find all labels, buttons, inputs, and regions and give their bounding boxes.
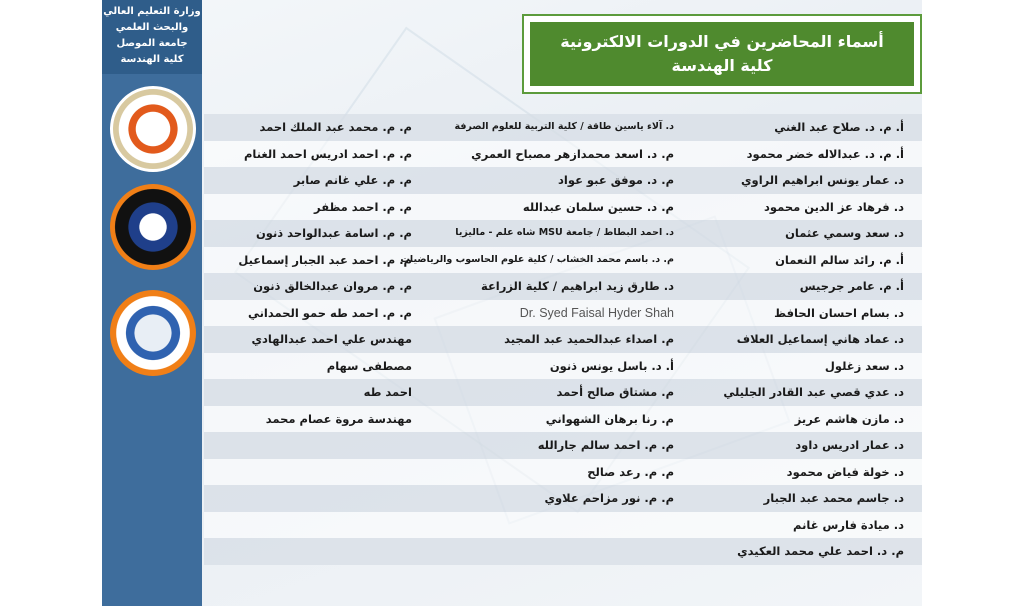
lecturer-name-right: د. عمار يونس ابراهيم الراوي xyxy=(741,173,904,187)
lecturer-name-mid xyxy=(434,512,674,539)
lecturer-name-mid: م. د. حسين سلمان عبدالله xyxy=(522,199,674,214)
lecturer-name-left: مصطفى سهام xyxy=(326,358,412,373)
lecturer-name-right: م. د. احمد علي محمد العكيدي xyxy=(737,544,904,558)
lecturer-name-right: د. ميادة فارس غانم xyxy=(793,517,904,532)
lecturer-name-right: د. عماد هاني إسماعيل العلاف xyxy=(736,332,904,346)
table-row xyxy=(204,247,922,274)
lecturer-name-right: أ. م. د. صلاح عبد الغني xyxy=(774,120,904,134)
lecturer-name-left: م. م. علي غانم صابر xyxy=(293,173,412,187)
table-row xyxy=(204,512,922,539)
lecturer-name-right: د. سعد زغلول xyxy=(824,358,904,373)
lecturer-name-mid: د. احمد البطاط / جامعة MSU شاه علم - ماليزيا xyxy=(455,227,674,238)
title-banner xyxy=(530,22,914,86)
lecturer-name-mid: Dr. Syed Faisal Hyder Shah xyxy=(519,305,674,320)
lecturer-name-mid: م. م. نور مزاحم علاوي xyxy=(544,491,674,505)
ministry-line: كلية الهندسة xyxy=(120,54,184,65)
page-subtitle: كلية الهندسة xyxy=(671,56,773,75)
lecturer-name-mid: م. مشتاق صالح أحمد xyxy=(556,385,674,399)
lecturer-name-left xyxy=(216,512,412,539)
lecturer-name-right: أ. م. د. عبدالاله خضر محمود xyxy=(746,146,904,161)
lecturer-name-left: م. م. احمد طه حمو الحمداني xyxy=(247,305,412,320)
sidebar xyxy=(102,0,202,606)
table-row xyxy=(204,114,922,141)
table-row xyxy=(204,194,922,221)
lecturer-name-right: أ. م. عامر جرجيس xyxy=(799,279,904,293)
ministry-label xyxy=(102,0,202,74)
table-row xyxy=(204,167,922,194)
lecturer-name-left: مهندس علي احمد عبدالهادي xyxy=(251,332,412,346)
ministry-line: وزارة التعليم العالي xyxy=(103,6,201,17)
table-row xyxy=(204,220,922,247)
lecturer-name-left xyxy=(216,432,412,459)
lecturer-name-right: د. بسام احسان الحافظ xyxy=(774,305,904,320)
college-logo-icon xyxy=(110,184,196,270)
lecturer-name-right: د. عدي قصي عبد القادر الجليلي xyxy=(723,385,904,399)
lecturer-name-right: أ. م. رائد سالم النعمان xyxy=(775,252,904,267)
lecturer-name-left: م. م. محمد عبد الملك احمد xyxy=(259,120,412,134)
lecturer-name-mid: م. م. رعد صالح xyxy=(587,464,674,479)
lecturer-name-right: د. سعد وسمي عثمان xyxy=(785,226,904,240)
lecturer-name-mid: م. اصداء عبدالحميد عبد المجيد xyxy=(504,332,674,346)
lecturer-name-left: م. م. احمد ادريس احمد الغنام xyxy=(243,146,412,161)
lecturer-name-left xyxy=(216,485,412,512)
lecturer-name-mid: م. د. باسم محمد الخشاب / كلية علوم الحاسوب والرياضيات xyxy=(400,253,674,265)
lecturer-name-left: احمد طه xyxy=(363,385,412,399)
lecturer-name-left xyxy=(216,459,412,486)
lecturer-name-mid: د. طارق زيد ابراهيم / كلية الزراعة xyxy=(480,279,674,293)
lecturer-name-right: د. عمار ادريس داود xyxy=(795,438,904,452)
ministry-line: والبحث العلمي xyxy=(115,22,189,33)
table-row xyxy=(204,432,922,459)
table-row xyxy=(204,459,922,486)
table-row xyxy=(204,326,922,353)
title-box xyxy=(522,14,922,94)
lecturer-name-left: م. م. مروان عبدالخالق ذنون xyxy=(253,279,412,293)
department-logo-icon xyxy=(110,290,196,376)
lecturer-name-left xyxy=(216,538,412,565)
lecturer-name-mid: م. د. موفق عبو عواد xyxy=(558,173,674,187)
lecturer-list xyxy=(204,114,922,565)
ministry-line: جامعة الموصل xyxy=(116,38,188,49)
table-row xyxy=(204,538,922,565)
table-row xyxy=(204,141,922,168)
lecturer-name-left: م. م. احمد مظفر xyxy=(314,199,412,214)
table-row xyxy=(204,485,922,512)
lecturer-name-left: مهندسة مروة عصام محمد xyxy=(265,411,412,426)
lecturer-name-left: م. م. اسامة عبدالواحد ذنون xyxy=(255,226,412,240)
lecturer-name-mid: د. آلاء ياسين طاقة / كلية التربية للعلوم الصرفة xyxy=(454,121,674,132)
table-row xyxy=(204,353,922,380)
table-row xyxy=(204,379,922,406)
lecturer-name-right: د. مازن هاشم عريز xyxy=(794,411,904,426)
table-row xyxy=(204,406,922,433)
lecturer-name-right: د. فرهاد عز الدين محمود xyxy=(764,199,904,214)
lecturer-name-mid: أ. د. باسل يونس ذنون xyxy=(549,358,674,373)
lecturer-name-mid: م. د. اسعد محمدازهر مصباح العمري xyxy=(471,146,674,161)
table-row xyxy=(204,273,922,300)
lecturer-name-right: د. خولة فياض محمود xyxy=(786,464,904,479)
university-logo-icon xyxy=(110,86,196,172)
lecturer-name-mid: م. رنا برهان الشهواني xyxy=(545,411,674,426)
lecturer-name-mid xyxy=(434,538,674,565)
lecturer-name-right: د. جاسم محمد عبد الجبار xyxy=(763,491,904,505)
table-row xyxy=(204,300,922,327)
page-title: أسماء المحاضرين في الدورات الالكترونية xyxy=(560,32,884,51)
lecturer-name-left: م. م. احمد عبد الجبار إسماعيل xyxy=(238,252,412,267)
lecturer-name-mid: م. م. احمد سالم جارالله xyxy=(537,438,674,452)
